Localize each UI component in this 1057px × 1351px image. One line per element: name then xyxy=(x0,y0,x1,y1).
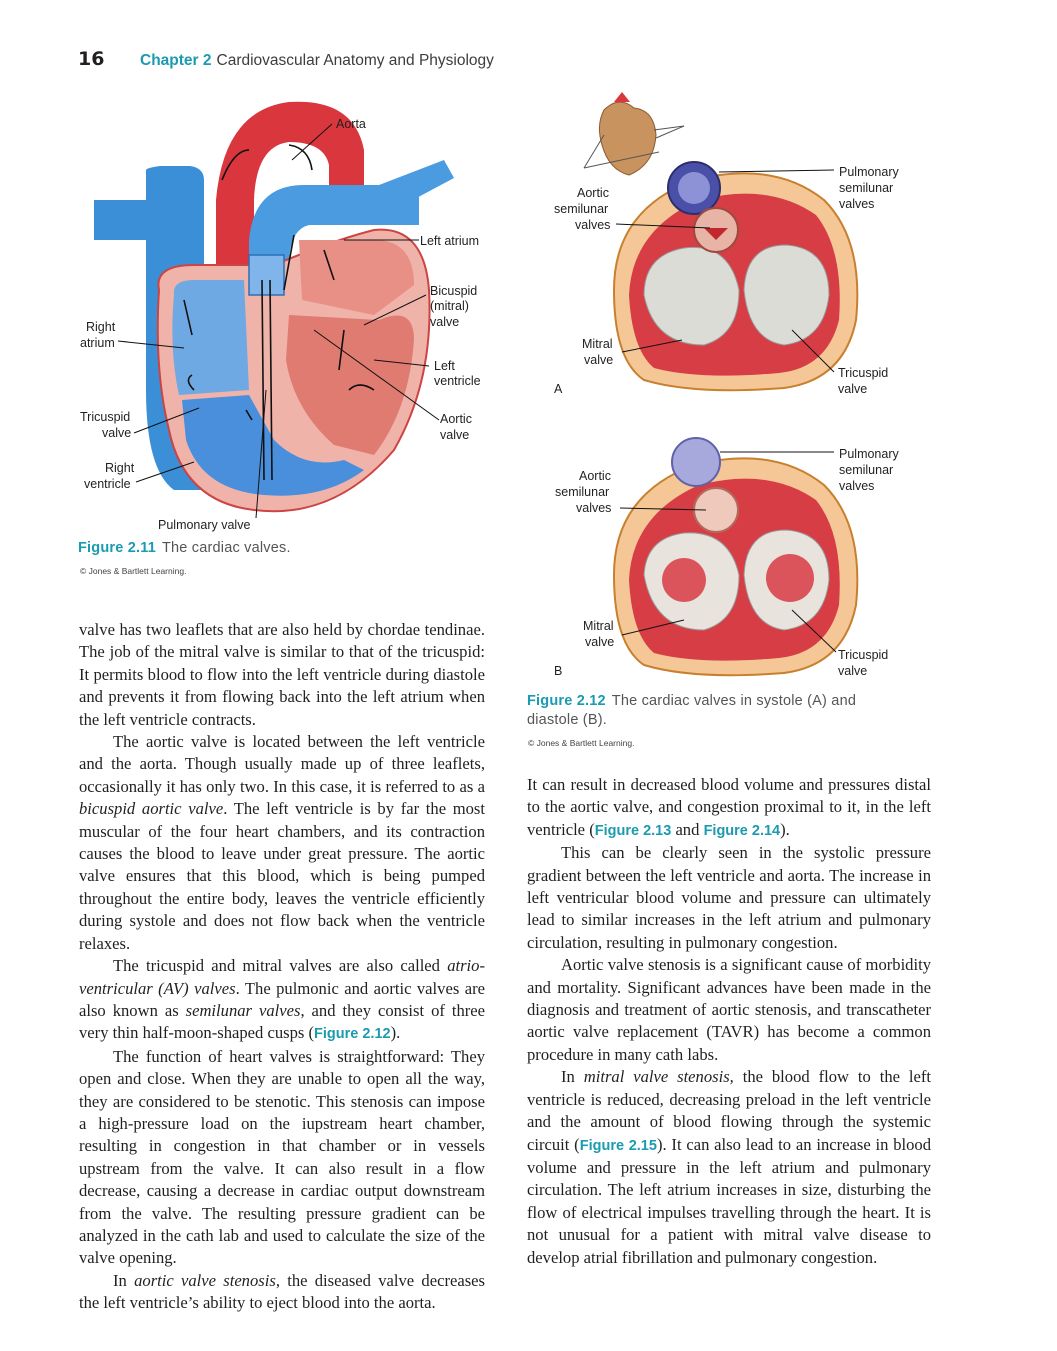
figure-2-12-link[interactable]: Figure 2.12 xyxy=(314,1026,391,1043)
a-label-aortic-3: valves xyxy=(575,218,611,232)
right-paragraph-4: In mitral valve stenosis, the blood flow to the left ventricle is reduced, decreasing preload in the left ventricle and the amount of blood flowing through the systemic circuit (Figure 2.15). It can also lead to an increase in blood volume and pressure in the left atrium and pulmonary circulation. The left atrium increases in size, disturbing the flow of electrical impulses travelling through the heart. It is not unusual for a patient with mitral valve disease to develop atrial fibrillation and pulmonary congestion. xyxy=(527,1067,931,1267)
figure-2-13-link[interactable]: Figure 2.13 xyxy=(594,822,672,839)
a-label-tricuspid-1: Tricuspid xyxy=(838,366,889,380)
label-aorta: Aorta xyxy=(336,117,366,131)
right-text-column xyxy=(527,774,931,1269)
b-label-tricuspid-2: valve xyxy=(838,664,868,678)
figure-2-11-heart-diagram xyxy=(74,90,504,540)
b-label-mitral-1: Mitral xyxy=(583,619,614,633)
left-paragraph-5: In aortic valve stenosis, the diseased valve decreases the left ventricle’s ability to eject blood into the aorta. xyxy=(79,1270,485,1313)
page-number: 16 xyxy=(78,48,105,70)
right-paragraph-3: Aortic valve stenosis is a significant cause of morbidity and mortality. Significant advances have been made in the diagnosis and treatment of aortic stenosis, and transcatheter aortic valve replacement (TAVR) has become a common procedure in many cath labs. xyxy=(527,955,931,1064)
label-bicuspid-1: Bicuspid xyxy=(430,284,478,298)
label-right-ventricle-1: Right xyxy=(105,461,135,475)
a-label-aortic-2: semilunar xyxy=(554,202,609,216)
label-aortic-1: Aortic xyxy=(440,412,472,426)
b-label-mitral-2: valve xyxy=(585,635,615,649)
chapter-title: Cardiovascular Anatomy and Physiology xyxy=(216,52,494,69)
running-header xyxy=(78,48,494,74)
b-label-pulmonary-1: Pulmonary xyxy=(839,447,899,461)
b-label-tricuspid-1: Tricuspid xyxy=(838,648,889,662)
figure-2-11-caption-text: The cardiac valves. xyxy=(161,540,291,556)
figure-2-12-valve-views xyxy=(544,90,924,690)
right-paragraph-1: It can result in decreased blood volume and pressures distal to the aortic valve, and congestion proximal to it, in the left ventricle (Figure 2.13 and Figure 2.14). xyxy=(527,775,931,839)
figure-2-15-link[interactable]: Figure 2.15 xyxy=(579,1137,657,1154)
label-left-atrium: Left atrium xyxy=(420,234,480,248)
pulmonary-valve-shape xyxy=(249,255,284,295)
label-right-atrium-1: Right xyxy=(86,320,116,334)
label-aortic-2: valve xyxy=(440,428,470,442)
label-right-ventricle-2: ventricle xyxy=(84,477,131,491)
a-label-pulmonary-3: valves xyxy=(839,197,875,211)
figure-2-11-number: Figure 2.11 xyxy=(78,540,156,556)
a-label-mitral-2: valve xyxy=(584,353,614,367)
right-paragraph-2: This can be clearly seen in the systolic pressure gradient between the left ventricle and aorta. The increase in left ventricular blood volume and pressure can ultimately lead to similar increases in the left atrium and pulmonary circulation, resulting in pulmonary congestion. xyxy=(527,843,931,952)
label-tricuspid-2: valve xyxy=(102,426,132,440)
figure-2-14-link[interactable]: Figure 2.14 xyxy=(703,822,781,839)
a-label-pulmonary-1: Pulmonary xyxy=(839,165,899,179)
panel-a-letter: A xyxy=(554,382,563,396)
chapter-label: Chapter 2 xyxy=(140,52,212,69)
label-bicuspid-2: (mitral) xyxy=(430,299,469,313)
b-label-pulmonary-2: semilunar xyxy=(839,463,894,477)
figure-2-11-credit: © Jones & Bartlett Learning. xyxy=(80,566,187,576)
left-paragraph-4: The function of heart valves is straightforward: They open and close. When they are unable to open all the way, they are considered to be stenotic. This stenosis can impose a high-pressure load on the iupstream heart chamber, resulting in congestion in that chamber or in vessels upstream from the valve. It can also result in a flow decrease, causing a decrease in cardiac output downstream from the valve. The resulting pressure gradient can be analyzed in the cath lab and used to calculate the size of the valve opening. xyxy=(79,1046,485,1268)
a-label-aortic-1: Aortic xyxy=(577,186,609,200)
label-right-atrium-2: atrium xyxy=(80,336,115,350)
a-label-tricuspid-2: valve xyxy=(838,382,868,396)
panel-a-valves xyxy=(614,162,857,390)
left-paragraph-3: The tricuspid and mitral valves are also called atrioventricular (AV) valves. The pulmonic and aortic valves are also known as semilunar valves, and they consist of three very thin half-moon-shaped cusps (Figure 2.12). xyxy=(79,956,486,1043)
a-label-mitral-1: Mitral xyxy=(582,337,613,351)
pulmonary-vein-left xyxy=(94,200,149,240)
label-tricuspid-1: Tricuspid xyxy=(80,410,131,424)
figure-2-12-caption xyxy=(527,692,907,730)
figure-2-12-caption-line2: diastole (B). xyxy=(527,712,607,728)
b-label-pulmonary-3: valves xyxy=(839,479,875,493)
figure-2-12-number: Figure 2.12 xyxy=(527,693,606,709)
label-left-ventricle-1: Left xyxy=(434,359,455,373)
label-left-ventricle-2: ventricle xyxy=(434,374,481,388)
figure-2-12-credit: © Jones & Bartlett Learning. xyxy=(528,738,635,748)
b-label-aortic-1: Aortic xyxy=(579,469,611,483)
right-atrium-chamber xyxy=(172,280,249,395)
b-label-aortic-2: semilunar xyxy=(555,485,610,499)
a-label-pulmonary-2: semilunar xyxy=(839,181,894,195)
b-label-aortic-3: valves xyxy=(576,501,612,515)
left-paragraph-2: The aortic valve is located between the left ventricle and the aorta. Though usually made up of three leaflets, occasionally it has only two. In this case, it is referred to as a bicuspid aortic valve. The left ventricle is by far the most muscular of the four heart chambers, and its contraction causes the blood to leave under great pressure. The aortic valve ensures that this blood, which is being pumped throughout the entire body, leaves the ventricle efficiently during systole and does not flow back when the ventricle relaxes. xyxy=(79,732,485,953)
label-pulmonary-valve: Pulmonary valve xyxy=(158,518,251,532)
orientation-heart-icon xyxy=(584,92,684,175)
figure-2-12-caption-line1: The cardiac valves in systole (A) and xyxy=(611,693,857,709)
left-paragraph-1: valve has two leaflets that are also held by chordae tendinae. The job of the mitral valve is similar to that of the tricuspid: It permits blood to flow into the left ventricle during diastole and prevents it from flowing back into the left atrium when the left ventricle contracts. xyxy=(79,620,485,729)
figure-2-11-caption xyxy=(78,539,291,558)
panel-b-valves xyxy=(614,438,857,675)
panel-b-letter: B xyxy=(554,664,563,678)
left-text-column xyxy=(79,619,485,1315)
label-bicuspid-3: valve xyxy=(430,315,460,329)
